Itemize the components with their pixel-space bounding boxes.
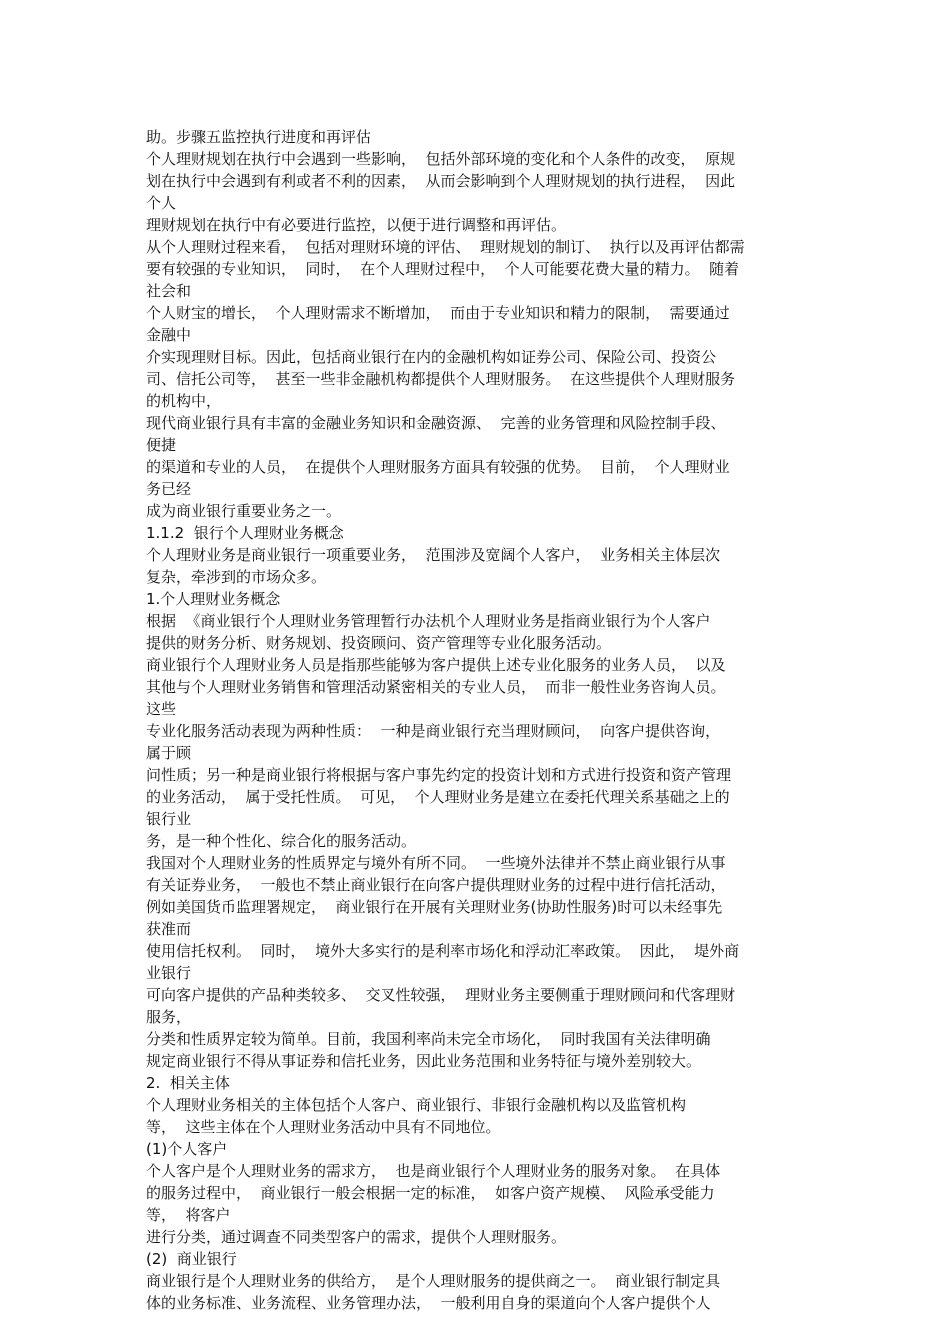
text-line: 从个人理财过程来看， 包括对理财环境的评估、 理财规划的制订、 执行以及再评估都需 — [146, 238, 745, 256]
text-line: 我国对个人理财业务的性质界定与境外有所不同。 一些境外法律并不禁止商业银行从事 — [146, 854, 726, 872]
text-line: 其他与个人理财业务销售和管理活动紧密相关的专业人员， 而非一般性业务咨询人员。 — [146, 678, 726, 696]
text-line: 复杂，牵涉到的市场众多。 — [146, 568, 327, 586]
text-line: 有关证券业务， 一般也不禁止商业银行在向客户提供理财业务的过程中进行信托活动， — [146, 876, 726, 894]
text-line: 个人理财业务是商业银行一项重要业务， 范围涉及宽阔个人客户， 业务相关主体层次 — [146, 546, 721, 564]
text-line: 的渠道和专业的人员， 在提供个人理财服务方面具有较强的优势。 目前， 个人理财业 — [146, 458, 730, 476]
text-line: 个人 — [146, 194, 177, 212]
text-line: 个人理财规划在执行中会遇到一些影响， 包括外部环境的变化和个人条件的改变， 原规 — [146, 150, 736, 168]
text-line: 理财规划在执行中有必要进行监控，以便于进行调整和再评估。 — [146, 216, 567, 234]
text-line: 商业银行是个人理财业务的供给方， 是个人理财服务的提供商之一。 商业银行制定具 — [146, 1272, 721, 1290]
text-line: 划在执行中会遇到有利或者不利的因素， 从而会影响到个人理财规划的执行进程， 因此 — [146, 172, 736, 190]
subsection-heading: 2. 相关主体 — [146, 1074, 230, 1092]
text-line: 属于顾 — [146, 744, 192, 762]
document-page — [146, 126, 814, 1314]
text-line: 务已经 — [146, 480, 192, 498]
text-line: 问性质；另一种是商业银行将根据与客户事先约定的投资计划和方式进行投资和资产管理 — [146, 766, 732, 784]
text-line: 司、信托公司等， 甚至一些非金融机构都提供个人理财服务。 在这些提供个人理财服务 — [146, 370, 736, 388]
text-line: 根据 《商业银行个人理财业务管理暂行办法机个人理财业务是指商业银行为个人客户 — [146, 612, 711, 630]
text-line: 金融中 — [146, 326, 192, 344]
text-line: 分类和性质界定较为简单。目前，我国利率尚未完全市场化， 同时我国有关法律明确 — [146, 1030, 711, 1048]
text-line: 银行业 — [146, 810, 192, 828]
text-line: 这些 — [146, 700, 177, 718]
text-line: 成为商业银行重要业务之一。 — [146, 502, 342, 520]
text-line: 提供的财务分析、财务规划、投资顾问、资产管理等专业化服务活动。 — [146, 634, 612, 652]
text-line: 等， 这些主体在个人理财业务活动中具有不同地位。 — [146, 1118, 501, 1136]
text-line: 个人理财业务相关的主体包括个人客户、商业银行、非银行金融机构以及监管机构 — [146, 1096, 687, 1114]
text-line: 个人客户是个人理财业务的需求方， 也是商业银行个人理财业务的服务对象。 在具体 — [146, 1162, 721, 1180]
text-line: 可向客户提供的产品种类较多、 交叉性较强， 理财业务主要侧重于理财顾问和代客理财 — [146, 986, 736, 1004]
text-line: 务，是一种个性化、综合化的服务活动。 — [146, 832, 417, 850]
text-line: 个人财宝的增长， 个人理财需求不断增加， 而由于专业知识和精力的限制， 需要通过 — [146, 304, 730, 322]
text-line: 社会和 — [146, 282, 192, 300]
text-line: 获准而 — [146, 920, 192, 938]
text-line: 的机构中， — [146, 392, 222, 410]
subsection-heading: 1.个人理财业务概念 — [146, 590, 281, 608]
text-line: 介实现理财目标。因此，包括商业银行在内的金融机构如证券公司、保险公司、投资公 — [146, 348, 717, 366]
text-line: 专业化服务活动表现为两种性质： 一种是商业银行充当理财顾问， 向客户提供咨询， — [146, 722, 721, 740]
text-line: 的服务过程中， 商业银行一般会根据一定的标准， 如客户资产规模、 风险承受能力 — [146, 1184, 715, 1202]
text-line: 业银行 — [146, 964, 192, 982]
text-line: 要有较强的专业知识， 同时， 在个人理财过程中， 个人可能要花费大量的精力。 随着 — [146, 260, 740, 278]
text-line: 便捷 — [146, 436, 177, 454]
text-line: 进行分类，通过调查不同类型客户的需求，提供个人理财服务。 — [146, 1228, 567, 1246]
item-heading: (2) 商业银行 — [146, 1250, 237, 1268]
text-line: 现代商业银行具有丰富的金融业务知识和金融资源、 完善的业务管理和风险控制手段、 — [146, 414, 726, 432]
text-line: 例如美国货币监理署规定， 商业银行在开展有关理财业务(协助性服务)时可以未经事先 — [146, 898, 723, 916]
text-line: 等， 将客户 — [146, 1206, 231, 1224]
text-line: 商业银行个人理财业务人员是指那些能够为客户提供上述专业化服务的业务人员， 以及 — [146, 656, 726, 674]
text-line: 的业务活动， 属于受托性质。 可见， 个人理财业务是建立在委托代理关系基础之上的 — [146, 788, 730, 806]
text-line: 规定商业银行不得从事证券和信托业务，因此业务范围和业务特征与境外差别较大。 — [146, 1052, 702, 1070]
item-heading: (1)个人客户 — [146, 1140, 228, 1158]
text-line: 服务， — [146, 1008, 192, 1026]
text-line: 助。步骤五监控执行进度和再评估 — [146, 128, 372, 146]
text-line: 体的业务标准、业务流程、业务管理办法， 一般利用自身的渠道向个人客户提供个人 — [146, 1294, 711, 1312]
text-line: 使用信托权利。 同时， 境外大多实行的是利率市场化和浮动汇率政策。 因此， 堤外商 — [146, 942, 740, 960]
section-heading: 1.1.2 银行个人理财业务概念 — [146, 524, 344, 542]
